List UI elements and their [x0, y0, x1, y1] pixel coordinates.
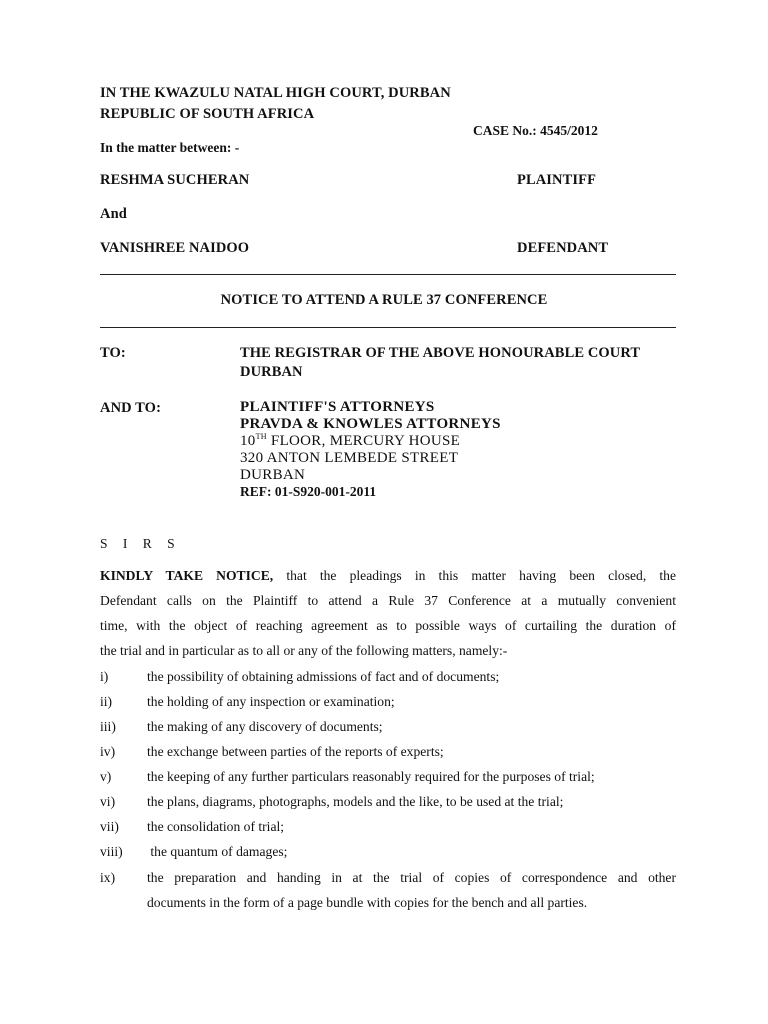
court-name: IN THE KWAZULU NATAL HIGH COURT, DURBAN [100, 85, 451, 101]
bottom-divider [100, 327, 676, 328]
registrar-city: DURBAN [240, 364, 303, 380]
salutation: S I R S [100, 536, 181, 551]
plaintiff-name: RESHMA SUCHERAN [100, 172, 250, 188]
to-label: TO: [100, 345, 126, 361]
country-name: REPUBLIC OF SOUTH AFRICA [100, 106, 315, 122]
notice-title: NOTICE TO ATTEND A RULE 37 CONFERENCE [220, 292, 548, 308]
body-line-1: KINDLY TAKE NOTICE, that the pleadings in this matter having been closed, the [100, 568, 676, 583]
and-to-label: AND TO: [100, 400, 161, 416]
case-number: CASE No.: 4545/2012 [473, 123, 598, 138]
defendant-name: VANISHREE NAIDOO [100, 240, 250, 256]
body-line-3: time, with the object of reaching agreement as to possible ways of curtailing the duration of [100, 618, 676, 633]
attorneys-floor: 10TH FLOOR, MERCURY HOUSE [240, 432, 461, 449]
kindly-take-notice: KINDLY TAKE NOTICE, [100, 568, 274, 583]
attorneys-city: DURBAN [240, 467, 306, 483]
body-line-4: the trial and in particular as to all or any of the following matters, namely:- [100, 643, 508, 658]
attorneys-reference: REF: 01-S920-001-2011 [240, 484, 377, 499]
top-divider [100, 274, 676, 275]
attorneys-firm: PRAVDA & KNOWLES ATTORNEYS [240, 416, 501, 432]
plaintiff-role: PLAINTIFF [517, 172, 597, 188]
defendant-role: DEFENDANT [517, 240, 609, 256]
attorneys-heading: PLAINTIFF'S ATTORNEYS [240, 399, 435, 415]
matter-heading: In the matter between: - [100, 140, 240, 155]
registrar-line: THE REGISTRAR OF THE ABOVE HONOURABLE COURT [240, 345, 641, 361]
and-connector: And [100, 206, 127, 222]
attorneys-street: 320 ANTON LEMBEDE STREET [240, 450, 459, 466]
body-line-2: Defendant calls on the Plaintiff to attend a Rule 37 Conference at a mutually convenient [100, 593, 676, 608]
